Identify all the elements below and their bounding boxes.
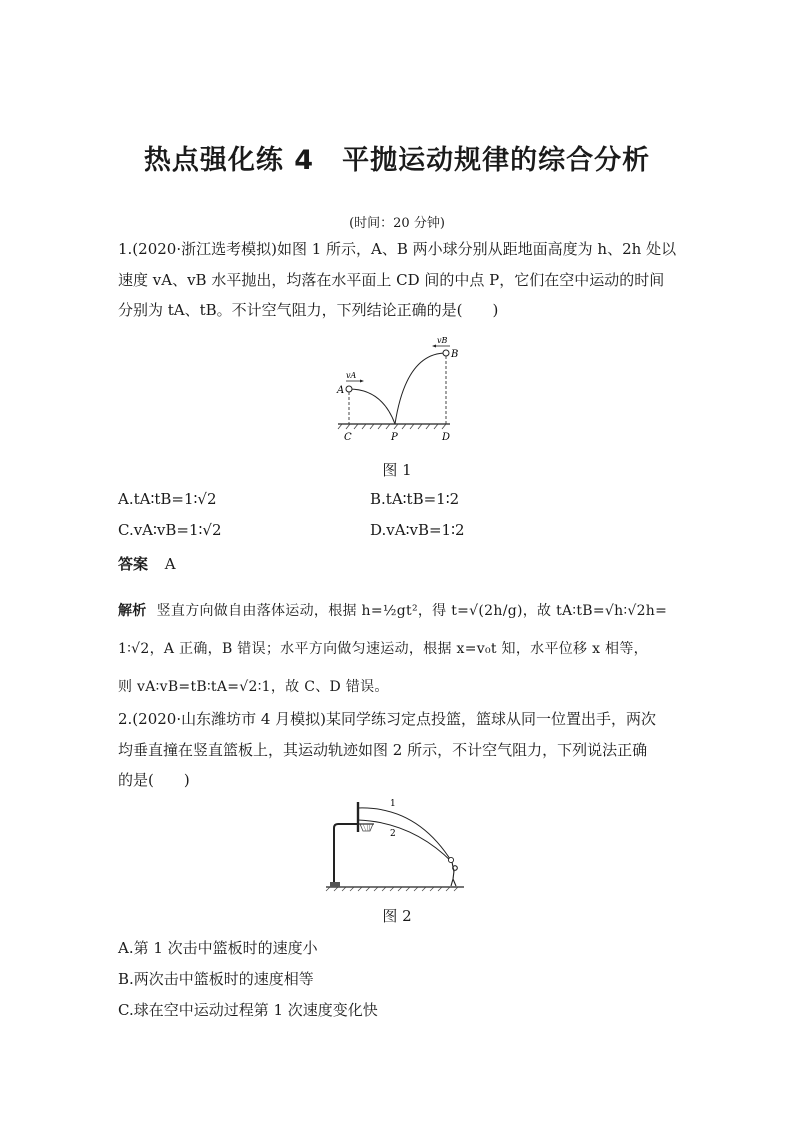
q2-option-a: A.第 1 次击中篮板时的速度小 (118, 939, 318, 957)
figure-2-caption: 图 2 (382, 907, 412, 925)
velocity-A-arrowhead (360, 380, 364, 383)
answer-label: 答案 (118, 555, 149, 573)
label-C: C (344, 432, 352, 443)
ground-hatching (338, 424, 446, 429)
q1-explanation (118, 592, 680, 706)
explanation-line-1 (118, 592, 680, 630)
question-2-stem (118, 704, 678, 796)
label-D: D (442, 432, 451, 443)
explanation-line-3: 则 vA∶vB=tB∶tA=√2∶1，故 C、D 错误。 (118, 679, 389, 695)
figure-2-diagram (322, 796, 472, 896)
figure-1-caption: 图 1 (382, 461, 412, 479)
question-2-line-3: 的是( ) (118, 771, 190, 789)
question-1-line-1: 1.(2020·浙江选考模拟)如图 1 所示，A、B 两小球分别从距地面高度为 h、2h 处以 (118, 240, 677, 258)
trajectory-1-label: 1 (390, 799, 396, 809)
explanation-text-1: 竖直方向做自由落体运动，根据 h=½gt²，得 t=√(2h/g)，故 tA∶tB=√h∶√2h= (156, 603, 668, 619)
question-1-line-3: 分别为 tA、tB。不计空气阻力，下列结论正确的是( ) (118, 301, 499, 319)
q1-answer (118, 553, 176, 574)
trajectory-A (349, 389, 395, 424)
label-P: P (391, 432, 398, 443)
question-2-line-2: 均垂直撞在竖直篮板上，其运动轨迹如图 2 所示，不计空气阻力，下列说法正确 (118, 740, 648, 759)
trajectory-2-label: 2 (390, 829, 396, 839)
basketball (448, 857, 453, 862)
player-figure (451, 862, 457, 886)
q1-option-c: C.vA∶vB=1∶√2 (118, 521, 222, 539)
question-2-line-1: 2.(2020·山东潍坊市 4 月模拟)某同学练习定点投篮，篮球从同一位置出手，两次 (118, 710, 657, 728)
question-1-stem (118, 234, 678, 326)
label-B: B (451, 349, 459, 360)
time-note: (时间：20 分钟) (349, 216, 445, 231)
basket-pole (334, 824, 357, 882)
velocity-B-arrowhead (432, 345, 436, 348)
label-vB: vB (437, 336, 448, 345)
q1-option-b: B.tA∶tB=1∶2 (370, 490, 460, 508)
page-title: 热点强化练 4 平抛运动规律的综合分析 (143, 145, 651, 176)
trajectory-B (395, 353, 446, 424)
explanation-line-2: 1∶√2，A 正确，B 错误；水平方向做匀速运动，根据 x=v₀t 知，水平位移 x 相等， (118, 641, 648, 657)
figure-1-diagram (330, 332, 470, 444)
explanation-label: 解析 (118, 603, 147, 619)
q1-option-a: A.tA∶tB=1∶√2 (118, 490, 217, 508)
trajectory-1 (358, 808, 452, 862)
answer-value: A (164, 555, 176, 573)
question-1-line-2: 速度 vA、vB 水平抛出，均落在水平面上 CD 间的中点 P，它们在空中运动的时间 (118, 270, 665, 289)
ball-B (443, 350, 449, 356)
hoop-net (360, 824, 373, 831)
label-A: A (337, 385, 345, 396)
q2-option-b: B.两次击中篮板时的速度相等 (118, 970, 314, 988)
ball-A (346, 386, 352, 392)
q2-option-c: C.球在空中运动过程第 1 次速度变化快 (118, 1001, 378, 1019)
label-vA: vA (346, 371, 357, 380)
q1-option-d: D.vA∶vB=1∶2 (370, 521, 465, 539)
pole-base (330, 882, 340, 887)
